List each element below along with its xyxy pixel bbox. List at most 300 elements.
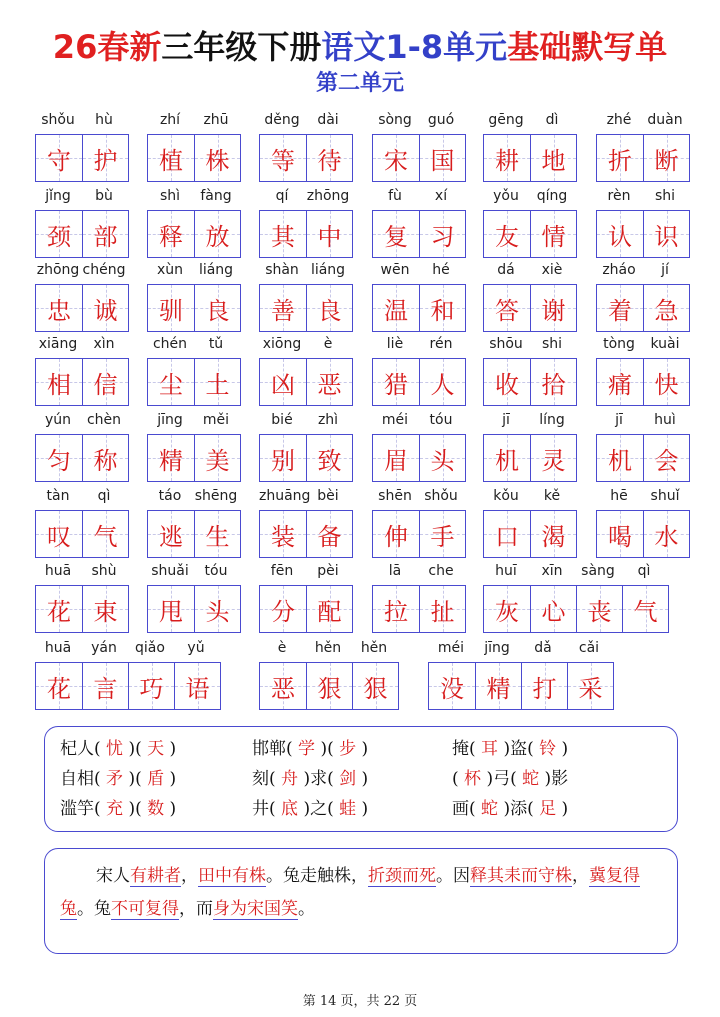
pinyin: tòng xyxy=(603,336,635,352)
pinyin: che xyxy=(428,563,454,579)
idiom-text: ) xyxy=(361,739,369,759)
hanzi: 灵 xyxy=(541,446,566,475)
tianzige-cell xyxy=(148,211,194,257)
tianzige-cell xyxy=(194,285,240,331)
hanzi: 尘 xyxy=(159,370,183,399)
tianzige-cell xyxy=(597,511,643,557)
hanzi: 待 xyxy=(317,146,342,175)
idiom-item xyxy=(452,734,568,759)
tianzige-cell xyxy=(36,359,82,405)
hanzi: 头 xyxy=(205,597,230,626)
page-footer: 第 14 页，共 22 页 xyxy=(302,994,418,1009)
hanzi: 伸 xyxy=(384,522,408,551)
pinyin: fēn xyxy=(270,563,294,579)
hanzi: 致 xyxy=(317,446,342,475)
pinyin: dá xyxy=(497,262,515,278)
pinyin-line xyxy=(596,188,688,206)
pinyin: tóu xyxy=(429,412,453,428)
tianzige-boxes xyxy=(372,358,466,406)
hanzi: 逃 xyxy=(159,522,183,551)
hanzi: 心 xyxy=(541,597,566,626)
tianzige-cell xyxy=(597,359,643,405)
hanzi: 宋 xyxy=(384,146,408,175)
page-title: 26春新三年级下册语文1-8单元基础默写单 xyxy=(52,28,668,66)
tianzige-cell xyxy=(530,359,576,405)
pinyin-line xyxy=(372,336,464,354)
idiom-item xyxy=(252,794,368,819)
pinyin: líng xyxy=(539,412,565,428)
tianzige-cell xyxy=(82,359,128,405)
tianzige-cell xyxy=(484,435,530,481)
tianzige-cell xyxy=(373,435,419,481)
idiom-text: )( xyxy=(128,769,142,789)
pinyin: hěn xyxy=(314,640,342,656)
pinyin: xiāng xyxy=(38,336,78,352)
pinyin: jīng xyxy=(157,412,183,428)
tianzige-cell xyxy=(484,359,530,405)
hanzi: 言 xyxy=(93,674,118,703)
hanzi: 着 xyxy=(608,296,632,325)
tianzige-boxes xyxy=(259,510,353,558)
idiom-answer: 蛇 xyxy=(516,769,545,789)
hanzi: 水 xyxy=(654,522,679,551)
tianzige-boxes xyxy=(35,284,129,332)
pinyin: rèn xyxy=(607,188,631,204)
tianzige-cell xyxy=(429,663,475,709)
pinyin-line xyxy=(483,112,575,130)
story-text-segment: ， xyxy=(181,866,198,886)
tianzige-cell xyxy=(643,285,689,331)
idiom-answer: 盾 xyxy=(141,769,170,789)
hanzi: 国 xyxy=(430,146,455,175)
pinyin: shuǎi xyxy=(151,563,189,579)
hanzi: 温 xyxy=(384,296,408,325)
hanzi: 和 xyxy=(430,296,455,325)
tianzige-cell xyxy=(306,511,352,557)
idiom-text: ( xyxy=(452,769,459,789)
pinyin: xiōng xyxy=(262,336,302,352)
pinyin-line xyxy=(372,112,464,130)
tianzige-cell xyxy=(260,663,306,709)
tianzige-cell xyxy=(530,285,576,331)
pinyin: hù xyxy=(95,112,113,128)
pinyin: méi xyxy=(437,640,465,656)
pinyin: chén xyxy=(152,336,188,352)
pinyin: bèi xyxy=(317,488,339,504)
idiom-item xyxy=(60,794,176,819)
tianzige-cell xyxy=(373,285,419,331)
tianzige-cell xyxy=(82,511,128,557)
tianzige-boxes xyxy=(147,510,241,558)
pinyin: sòng xyxy=(378,112,412,128)
pinyin-line xyxy=(372,188,464,206)
pinyin: tóu xyxy=(204,563,228,579)
hanzi: 护 xyxy=(93,146,118,175)
tianzige-boxes xyxy=(372,284,466,332)
idiom-answer: 天 xyxy=(141,739,170,759)
word-row xyxy=(0,336,720,412)
pinyin: lā xyxy=(388,563,402,579)
idiom-item xyxy=(60,764,176,789)
hanzi: 束 xyxy=(93,597,118,626)
hanzi: 耕 xyxy=(495,146,519,175)
story-text-segment: 。 xyxy=(298,899,315,919)
hanzi: 叹 xyxy=(47,522,71,551)
pinyin: jīng xyxy=(484,640,510,656)
pinyin: tàn xyxy=(46,488,70,504)
idiom-text: )盗( xyxy=(503,739,534,759)
tianzige-boxes xyxy=(372,134,466,182)
tianzige-cell xyxy=(260,359,306,405)
idiom-text: ) xyxy=(361,769,369,789)
tianzige-cell xyxy=(567,663,613,709)
tianzige-cell xyxy=(148,511,194,557)
tianzige-cell xyxy=(174,663,220,709)
pinyin: xí xyxy=(434,188,448,204)
pinyin: cǎi xyxy=(578,640,600,656)
pinyin: kuài xyxy=(650,336,680,352)
hanzi: 善 xyxy=(271,296,295,325)
tianzige-boxes xyxy=(259,585,353,633)
tianzige-cell xyxy=(82,586,128,632)
idiom-item xyxy=(452,794,568,819)
pinyin-line xyxy=(35,188,127,206)
hanzi: 断 xyxy=(654,146,679,175)
pinyin: shàn xyxy=(265,262,299,278)
pinyin-line xyxy=(147,112,239,130)
story-text-segment: ，而 xyxy=(179,899,213,919)
tianzige-cell xyxy=(373,511,419,557)
tianzige-cell xyxy=(260,135,306,181)
tianzige-boxes xyxy=(596,434,690,482)
hanzi: 匀 xyxy=(47,446,71,475)
tianzige-cell xyxy=(530,511,576,557)
pinyin: xùn xyxy=(156,262,184,278)
hanzi: 痛 xyxy=(608,370,632,399)
pinyin-line xyxy=(147,262,239,280)
hanzi: 巧 xyxy=(139,674,164,703)
idiom-answer: 铃 xyxy=(533,739,562,759)
tianzige-boxes xyxy=(372,585,466,633)
tianzige-cell xyxy=(306,135,352,181)
tianzige-cell xyxy=(484,586,530,632)
pinyin: shuǐ xyxy=(650,488,680,504)
tianzige-boxes xyxy=(372,434,466,482)
idiom-answer: 剑 xyxy=(333,769,362,789)
tianzige-cell xyxy=(373,359,419,405)
pinyin: chèn xyxy=(86,412,122,428)
idiom-text: 杞人( xyxy=(60,739,101,759)
hanzi: 分 xyxy=(271,597,295,626)
pinyin: kǒu xyxy=(493,488,519,504)
tianzige-boxes xyxy=(483,434,577,482)
pinyin-line xyxy=(147,188,239,206)
pinyin: fàng xyxy=(200,188,232,204)
tianzige-boxes xyxy=(483,585,669,633)
idiom-answer: 舟 xyxy=(275,769,304,789)
pinyin: è xyxy=(323,336,333,352)
pinyin: guó xyxy=(427,112,455,128)
pinyin: méi xyxy=(381,412,409,428)
tianzige-cell xyxy=(576,586,622,632)
tianzige-cell xyxy=(260,586,306,632)
hanzi: 备 xyxy=(317,522,342,551)
hanzi: 气 xyxy=(93,522,118,551)
tianzige-cell xyxy=(622,586,668,632)
pinyin: bié xyxy=(271,412,293,428)
tianzige-cell xyxy=(194,586,240,632)
pinyin: qiǎo xyxy=(135,640,165,656)
pinyin: zhōng xyxy=(36,262,80,278)
hanzi: 猎 xyxy=(384,370,408,399)
pinyin: shù xyxy=(91,563,117,579)
pinyin-line xyxy=(35,563,127,581)
hanzi: 眉 xyxy=(384,446,408,475)
hanzi: 人 xyxy=(430,370,455,399)
story-answer: 折颈而死 xyxy=(368,866,436,886)
tianzige-cell xyxy=(306,211,352,257)
tianzige-cell xyxy=(597,135,643,181)
story-text-segment: 宋人 xyxy=(96,866,130,886)
hanzi: 丧 xyxy=(587,597,612,626)
tianzige-cell xyxy=(128,663,174,709)
tianzige-boxes xyxy=(259,662,399,710)
tianzige-cell xyxy=(36,435,82,481)
hanzi: 手 xyxy=(430,522,455,551)
tianzige-cell xyxy=(643,135,689,181)
tianzige-cell xyxy=(82,435,128,481)
tianzige-cell xyxy=(306,586,352,632)
idiom-text: 自相( xyxy=(60,769,101,789)
pinyin: yún xyxy=(44,412,72,428)
tianzige-cell xyxy=(148,285,194,331)
tianzige-cell xyxy=(419,135,465,181)
hanzi: 诚 xyxy=(93,296,118,325)
pinyin-line xyxy=(372,488,464,506)
word-row xyxy=(0,112,720,188)
idiom-answer: 耳 xyxy=(475,739,504,759)
hanzi: 收 xyxy=(495,370,519,399)
pinyin: qì xyxy=(637,563,651,579)
pinyin: hěn xyxy=(360,640,388,656)
hanzi: 喝 xyxy=(608,522,632,551)
hanzi: 花 xyxy=(47,597,71,626)
pinyin: jí xyxy=(661,262,669,278)
tianzige-boxes xyxy=(596,134,690,182)
tianzige-cell xyxy=(530,435,576,481)
story-answer: 冀复得兔 xyxy=(60,866,640,919)
hanzi: 识 xyxy=(654,222,679,251)
tianzige-boxes xyxy=(428,662,614,710)
pinyin: xiè xyxy=(541,262,563,278)
tianzige-cell xyxy=(306,285,352,331)
pinyin: huī xyxy=(495,563,517,579)
word-row xyxy=(0,488,720,564)
idiom-answer: 学 xyxy=(292,739,321,759)
tianzige-cell xyxy=(194,435,240,481)
idiom-text: 画( xyxy=(452,799,476,819)
tianzige-cell xyxy=(373,211,419,257)
story-answer: 释其耒而守株 xyxy=(470,866,572,886)
hanzi: 机 xyxy=(495,446,519,475)
story-text xyxy=(60,860,670,926)
idiom-answer: 蛙 xyxy=(333,799,362,819)
word-row xyxy=(0,262,720,338)
pinyin: duàn xyxy=(647,112,683,128)
pinyin-line xyxy=(147,336,239,354)
hanzi: 地 xyxy=(541,146,566,175)
tianzige-boxes xyxy=(259,210,353,258)
pinyin-line xyxy=(596,262,688,280)
idiom-item xyxy=(252,734,368,759)
tianzige-cell xyxy=(643,211,689,257)
tianzige-boxes xyxy=(483,284,577,332)
hanzi: 生 xyxy=(205,522,230,551)
hanzi: 称 xyxy=(93,446,118,475)
tianzige-cell xyxy=(82,663,128,709)
hanzi: 狠 xyxy=(317,674,342,703)
hanzi: 头 xyxy=(430,446,455,475)
hanzi: 美 xyxy=(205,446,230,475)
tianzige-cell xyxy=(419,211,465,257)
hanzi: 土 xyxy=(205,370,230,399)
tianzige-cell xyxy=(419,285,465,331)
pinyin-line xyxy=(259,188,351,206)
tianzige-cell xyxy=(643,511,689,557)
tianzige-boxes xyxy=(483,358,577,406)
pinyin-line xyxy=(259,563,351,581)
idiom-answer: 杯 xyxy=(458,769,487,789)
tianzige-cell xyxy=(36,135,82,181)
hanzi: 机 xyxy=(608,446,632,475)
tianzige-cell xyxy=(530,211,576,257)
idiom-text: 刻( xyxy=(252,769,276,789)
hanzi: 中 xyxy=(317,222,342,251)
pinyin-line xyxy=(147,488,239,506)
tianzige-cell xyxy=(148,359,194,405)
pinyin: děng xyxy=(264,112,300,128)
hanzi: 部 xyxy=(93,222,118,251)
hanzi: 别 xyxy=(271,446,295,475)
pinyin: liáng xyxy=(310,262,346,278)
tianzige-boxes xyxy=(596,210,690,258)
idiom-answer: 足 xyxy=(533,799,562,819)
tianzige-boxes xyxy=(35,134,129,182)
pinyin-line xyxy=(372,412,464,430)
hanzi: 习 xyxy=(430,222,455,251)
hanzi: 配 xyxy=(317,597,342,626)
tianzige-boxes xyxy=(147,210,241,258)
tianzige-cell xyxy=(260,511,306,557)
tianzige-boxes xyxy=(483,510,577,558)
pinyin-line xyxy=(35,412,127,430)
idiom-text: ) xyxy=(169,799,177,819)
hanzi: 放 xyxy=(205,222,230,251)
tianzige-boxes xyxy=(35,662,221,710)
pinyin-line xyxy=(35,336,127,354)
hanzi: 精 xyxy=(159,446,183,475)
tianzige-cell xyxy=(82,211,128,257)
pinyin-line xyxy=(259,262,351,280)
hanzi: 友 xyxy=(495,222,519,251)
pinyin: huì xyxy=(654,412,676,428)
tianzige-cell xyxy=(194,135,240,181)
story-answer: 有耕者 xyxy=(130,866,181,886)
word-row xyxy=(0,188,720,264)
pinyin: liè xyxy=(386,336,404,352)
pinyin: huā xyxy=(44,640,72,656)
hanzi: 拉 xyxy=(384,597,408,626)
tianzige-cell xyxy=(194,211,240,257)
tianzige-cell xyxy=(484,511,530,557)
story-text-segment: 。兔 xyxy=(77,899,111,919)
tianzige-cell xyxy=(530,135,576,181)
hanzi: 灰 xyxy=(495,597,519,626)
idiom-text: 掩( xyxy=(452,739,476,759)
tianzige-cell xyxy=(352,663,398,709)
hanzi: 守 xyxy=(47,146,71,175)
idiom-text: )( xyxy=(128,739,142,759)
pinyin: měi xyxy=(202,412,230,428)
tianzige-boxes xyxy=(259,134,353,182)
pinyin-line xyxy=(259,488,351,506)
hanzi: 良 xyxy=(317,296,342,325)
hanzi: 植 xyxy=(159,146,183,175)
tianzige-cell xyxy=(36,285,82,331)
pinyin: dài xyxy=(317,112,339,128)
idiom-answer: 忧 xyxy=(100,739,129,759)
tianzige-boxes xyxy=(259,284,353,332)
tianzige-cell xyxy=(260,211,306,257)
pinyin: shǒu xyxy=(424,488,458,504)
word-row xyxy=(0,640,720,716)
idiom-answer: 充 xyxy=(100,799,129,819)
hanzi: 狠 xyxy=(363,674,388,703)
tianzige-cell xyxy=(643,435,689,481)
hanzi: 凶 xyxy=(271,370,295,399)
idiom-text: )添( xyxy=(503,799,534,819)
word-row xyxy=(0,412,720,488)
hanzi: 没 xyxy=(440,674,464,703)
pinyin: wēn xyxy=(380,262,410,278)
hanzi: 释 xyxy=(159,222,183,251)
pinyin-line xyxy=(35,112,127,130)
pinyin: yán xyxy=(91,640,117,656)
tianzige-boxes xyxy=(259,358,353,406)
hanzi: 渴 xyxy=(541,522,566,551)
hanzi: 采 xyxy=(578,674,603,703)
idiom-text: ) xyxy=(169,769,177,789)
pinyin: è xyxy=(277,640,287,656)
hanzi: 精 xyxy=(486,674,511,703)
pinyin: shi xyxy=(654,188,676,204)
hanzi: 株 xyxy=(205,146,230,175)
idiom-text: ) xyxy=(561,739,569,759)
pinyin: jī xyxy=(615,412,623,428)
idiom-text: )弓( xyxy=(486,769,517,789)
idiom-answer: 数 xyxy=(141,799,170,819)
pinyin: yǔ xyxy=(187,640,205,656)
pinyin-line xyxy=(483,412,575,430)
tianzige-boxes xyxy=(259,434,353,482)
hanzi: 颈 xyxy=(47,222,71,251)
tianzige-boxes xyxy=(35,510,129,558)
tianzige-boxes xyxy=(372,510,466,558)
pinyin-line xyxy=(35,640,219,658)
pinyin: jǐng xyxy=(45,188,71,204)
idiom-answer: 底 xyxy=(275,799,304,819)
tianzige-cell xyxy=(36,586,82,632)
